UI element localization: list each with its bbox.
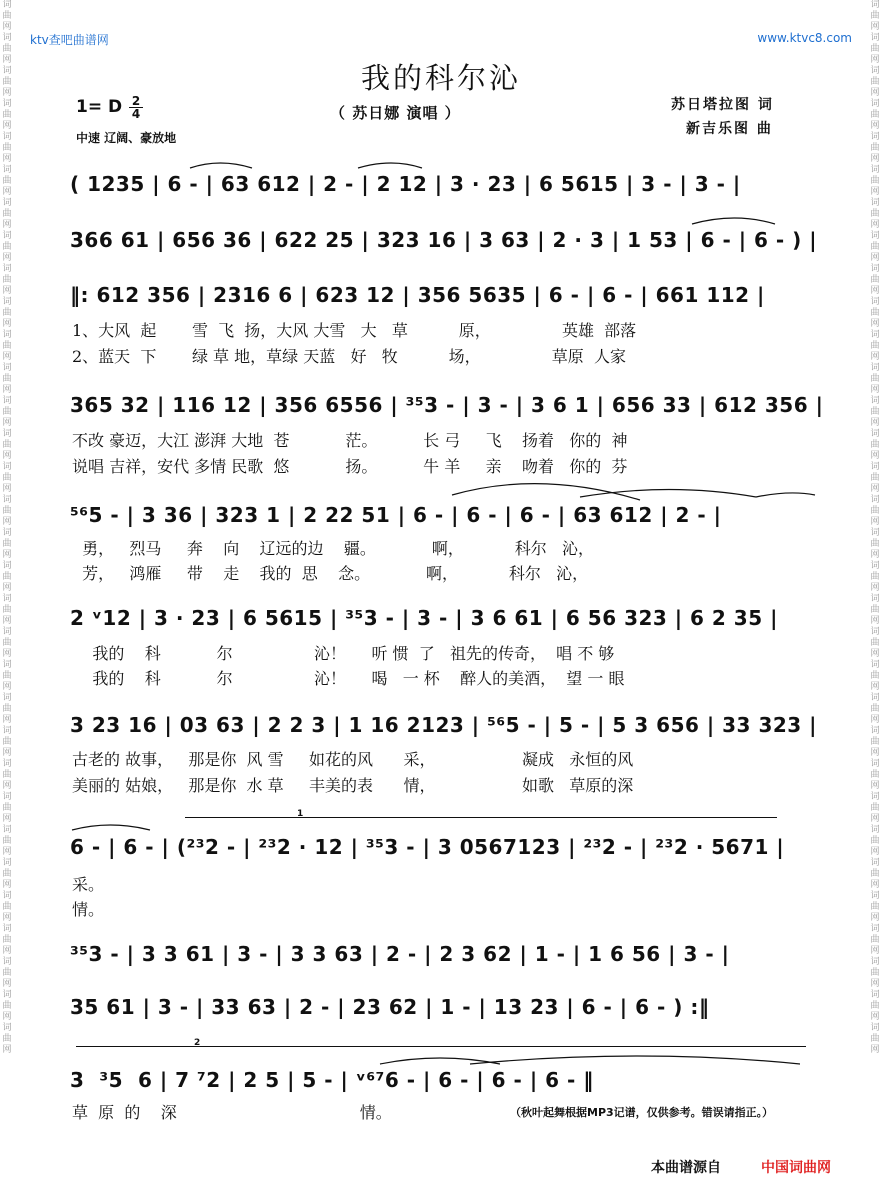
- notation-row-1: ( 1235 | 6 - | 63 612 | 2 - | 2 12 | 3 · 23 | 6 5615 | 3 - | 3 - |: [70, 172, 741, 196]
- lyric-row-3-verse-1: 1、大风 起 雪 飞 扬，大风 大雪 大 草 原， 英雄 部落: [72, 321, 637, 340]
- lyric-row-4-verse-1: 不改 豪迈，大江 澎湃 大地 苍 茫。 长 弓 飞 扬着 你的 神: [72, 431, 628, 450]
- slur: [756, 493, 815, 497]
- footer-source-label: 本曲谱源自: [651, 1160, 721, 1176]
- left-watermark-strip: 词曲网词曲网词曲网词曲网词曲网词曲网词曲网词曲网词曲网词曲网词曲网词曲网词曲网词曲网词曲网词曲网词曲网词曲网词曲网词曲网词曲网词曲网词曲网词曲网词曲网词曲网词曲网词曲网词曲网词曲网词曲网词曲网: [2, 0, 12, 1055]
- performer: （ 苏日娜 演唱 ）: [330, 104, 461, 122]
- notation-row-7: 3 23 16 | 03 63 | 2 2 3 | 1 16 2123 | ⁵⁶5 - | 5 - | 5 3 656 | 33 323 |: [70, 713, 817, 737]
- song-title: 我的科尔沁: [360, 61, 521, 95]
- notation-row-2: 366 61 | 656 36 | 622 25 | 323 16 | 3 63 | 2 · 3 | 1 53 | 6 - | 6 - ) |: [70, 228, 818, 252]
- lyric-row-11: 草 原 的 深 情。: [72, 1103, 392, 1122]
- composer-credit: 新吉乐图 曲: [686, 121, 773, 137]
- site-link-right[interactable]: www.ktvc8.com: [757, 31, 852, 45]
- lyric-row-7-verse-1: 古老的 故事， 那是你 风 雪 如花的风 采， 凝成 永恒的风: [72, 750, 634, 769]
- slur: [190, 163, 252, 168]
- lyric-row-8-verse-2: 情。: [72, 900, 105, 919]
- lyric-row-8-verse-1: 采。: [72, 875, 105, 894]
- slur: [580, 490, 756, 498]
- lyric-row-4-verse-2: 说唱 吉祥，安代 多情 民歌 悠 扬。 牛 羊 亲 吻着 你的 芬: [72, 457, 628, 476]
- notation-row-8: 6 - | 6 - | (²³2 - | ²³2 · 12 | ³⁵3 - | 3 0567123 | ²³2 - | ²³2 · 5671 |: [70, 835, 785, 859]
- volta-1-number: 1: [297, 809, 304, 819]
- slur: [72, 825, 150, 830]
- lyric-row-6-verse-1: 我的 科 尔 沁！ 听 惯 了 祖先的传奇， 唱 不 够: [72, 644, 615, 663]
- lyric-row-5-verse-1: 勇， 烈马 奔 向 辽远的边 疆。 啊， 科尔 沁，: [72, 539, 594, 558]
- slur: [358, 163, 422, 168]
- volta-2-number: 2: [194, 1038, 201, 1048]
- notation-row-5: ⁵⁶5 - | 3 36 | 323 1 | 2 22 51 | 6 - | 6 - | 6 - | 63 612 | 2 - |: [70, 503, 722, 527]
- slur: [692, 218, 775, 224]
- key-signature: 1= D: [76, 97, 123, 117]
- slur: [452, 484, 640, 500]
- slur: [380, 1058, 500, 1064]
- right-watermark-strip: 词曲网词曲网词曲网词曲网词曲网词曲网词曲网词曲网词曲网词曲网词曲网词曲网词曲网词曲网词曲网词曲网词曲网词曲网词曲网词曲网词曲网词曲网词曲网词曲网词曲网词曲网词曲网词曲网词曲网词曲网词曲网词曲网: [870, 0, 880, 1055]
- lyric-row-7-verse-2: 美丽的 姑娘， 那是你 水 草 丰美的表 情， 如歌 草原的深: [72, 776, 634, 795]
- lyric-row-5-verse-2: 芳， 鸿雁 带 走 我的 思 念。 啊， 科尔 沁，: [72, 564, 589, 583]
- notation-row-3: ‖: 612 356 | 2316 6 | 623 12 | 356 5635 | 6 - | 6 - | 661 112 |: [70, 283, 765, 307]
- volta-bracket-1: [185, 809, 777, 826]
- footer-site-link[interactable]: 中国词曲网: [761, 1160, 831, 1176]
- notation-row-9: ³⁵3 - | 3 3 61 | 3 - | 3 3 63 | 2 - | 2 3 62 | 1 - | 1 6 56 | 3 - |: [70, 942, 730, 966]
- lyric-row-6-verse-2: 我的 科 尔 沁！ 喝 一 杯 醉人的美酒， 望 一 眼: [72, 669, 625, 688]
- meter-bottom: 4: [131, 107, 141, 121]
- volta-bracket-2: [76, 1038, 806, 1055]
- slur: [470, 1056, 800, 1064]
- tempo-marking: 中速 辽阔、豪放地: [76, 131, 177, 145]
- site-link-left[interactable]: ktv查吧曲谱网: [30, 33, 109, 47]
- notation-row-4: 365 32 | 116 12 | 356 6556 | ³⁵3 - | 3 - | 3 6 1 | 656 33 | 612 356 |: [70, 393, 824, 417]
- notation-row-6: 2 ᵛ12 | 3 · 23 | 6 5615 | ³⁵3 - | 3 - | 3 6 61 | 6 56 323 | 6 2 35 |: [70, 606, 778, 630]
- lyricist-credit: 苏日塔拉图 词: [671, 97, 774, 113]
- notation-row-10: 35 61 | 3 - | 33 63 | 2 - | 23 62 | 1 - | 13 23 | 6 - | 6 - ) :‖: [70, 995, 710, 1019]
- lyric-row-3-verse-2: 2、蓝天 下 绿 草 地，草绿 天蓝 好 牧 场， 草原 人家: [72, 347, 626, 366]
- notation-row-11: 3 ³5 6 | 7 ⁷2 | 2 5 | 5 - | ᵛ⁶⁷6 - | 6 - | 6 - | 6 - ‖: [70, 1068, 594, 1092]
- time-signature: [129, 95, 143, 120]
- meter-top: 2: [131, 94, 141, 108]
- transcription-remark: （秋叶起舞根据MP3记谱，仅供参考。错误请指正。）: [510, 1106, 774, 1119]
